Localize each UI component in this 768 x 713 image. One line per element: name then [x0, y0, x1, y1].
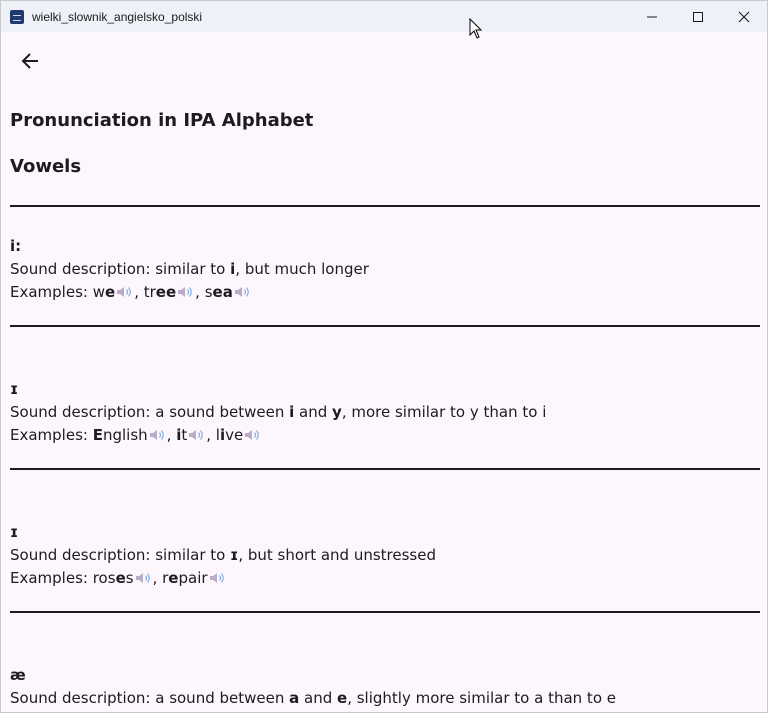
description-label: Sound description:	[10, 546, 156, 564]
speaker-icon[interactable]	[209, 571, 227, 585]
example-emphasis: i	[219, 426, 226, 444]
example-word	[162, 569, 207, 587]
back-button[interactable]	[17, 48, 43, 74]
vowel-entry	[10, 521, 760, 590]
example-text: l	[215, 426, 220, 444]
example-text: ve	[225, 426, 244, 444]
example-text: pair	[178, 569, 208, 587]
description-text: , but short and unstressed	[238, 546, 436, 564]
example-emphasis: e	[105, 283, 116, 301]
example-emphasis: ee	[155, 283, 177, 301]
maximize-button[interactable]	[675, 1, 721, 32]
description-text: and	[299, 689, 338, 707]
speaker-icon[interactable]	[177, 285, 195, 299]
example-text: w	[92, 283, 105, 301]
page-title: Pronunciation in IPA Alphabet	[10, 110, 314, 131]
example-word	[144, 283, 176, 301]
description-label: Sound description:	[10, 403, 156, 421]
title-bar[interactable]	[1, 1, 767, 32]
example-emphasis: i	[176, 426, 182, 444]
speaker-icon[interactable]	[188, 428, 206, 442]
divider	[10, 325, 760, 327]
description-text: , slightly more similar to a than to e	[347, 689, 616, 707]
description-emphasis: i	[289, 403, 295, 421]
speaker-icon[interactable]	[116, 285, 134, 299]
vowel-entry	[10, 235, 760, 304]
speaker-icon[interactable]	[149, 428, 167, 442]
example-text: tr	[143, 283, 156, 301]
description-text: a sound between	[155, 689, 290, 707]
example-word	[93, 569, 134, 587]
example-emphasis: e	[168, 569, 179, 587]
minimize-icon	[646, 11, 658, 23]
description-text: a sound between	[155, 403, 290, 421]
examples-line: Examples: English , it , live	[10, 424, 760, 447]
window-title: wielki_slownik_angielsko_polski	[32, 9, 203, 24]
window-controls	[629, 1, 767, 32]
description-emphasis: e	[337, 689, 348, 707]
speaker-icon[interactable]	[244, 428, 262, 442]
sound-description	[10, 258, 760, 281]
app-icon	[10, 10, 24, 24]
example-text: ros	[92, 569, 116, 587]
ipa-symbol: i:	[10, 237, 22, 255]
description-text: , but much longer	[235, 260, 369, 278]
ipa-symbol: ɪ	[10, 523, 19, 541]
examples-line: Examples: roses , repair	[10, 567, 760, 590]
example-text: s	[125, 569, 134, 587]
description-text: , more similar to y than to i	[341, 403, 547, 421]
description-text: and	[294, 403, 333, 421]
description-label: Sound description:	[10, 689, 156, 707]
examples-label: Examples:	[10, 569, 93, 587]
divider	[10, 611, 760, 613]
speaker-icon[interactable]	[234, 285, 252, 299]
close-button[interactable]	[721, 1, 767, 32]
example-emphasis: ea	[212, 283, 233, 301]
minimize-button[interactable]	[629, 1, 675, 32]
ipa-symbol: ɪ	[10, 380, 19, 398]
vowel-entry	[10, 378, 760, 447]
close-icon	[738, 11, 750, 23]
arrow-left-icon	[20, 51, 40, 71]
speaker-icon[interactable]	[135, 571, 153, 585]
examples-label: Examples:	[10, 283, 93, 301]
examples-line: Examples: we , tree , sea	[10, 281, 760, 304]
maximize-icon	[692, 11, 704, 23]
description-emphasis: ɪ	[230, 546, 239, 564]
ipa-symbol: æ	[10, 666, 26, 684]
example-word	[176, 426, 187, 444]
description-text: similar to	[155, 260, 231, 278]
examples-label: Examples:	[10, 426, 93, 444]
divider	[10, 468, 760, 470]
sound-description	[10, 401, 760, 424]
example-text: s	[204, 283, 213, 301]
example-emphasis: E	[92, 426, 103, 444]
description-emphasis: y	[332, 403, 342, 421]
description-label: Sound description:	[10, 260, 156, 278]
example-emphasis: e	[115, 569, 126, 587]
main-content	[1, 32, 767, 713]
description-emphasis: a	[289, 689, 300, 707]
example-word	[93, 426, 148, 444]
example-text: r	[162, 569, 169, 587]
sound-description	[10, 687, 760, 710]
divider	[10, 205, 760, 207]
example-word	[216, 426, 243, 444]
vowel-entry	[10, 664, 760, 710]
example-text: nglish	[102, 426, 148, 444]
sound-description	[10, 544, 760, 567]
example-word	[93, 283, 115, 301]
example-word	[205, 283, 233, 301]
description-emphasis: i	[230, 260, 236, 278]
example-text: t	[181, 426, 188, 444]
description-text: similar to	[155, 546, 231, 564]
section-title: Vowels	[10, 156, 82, 177]
